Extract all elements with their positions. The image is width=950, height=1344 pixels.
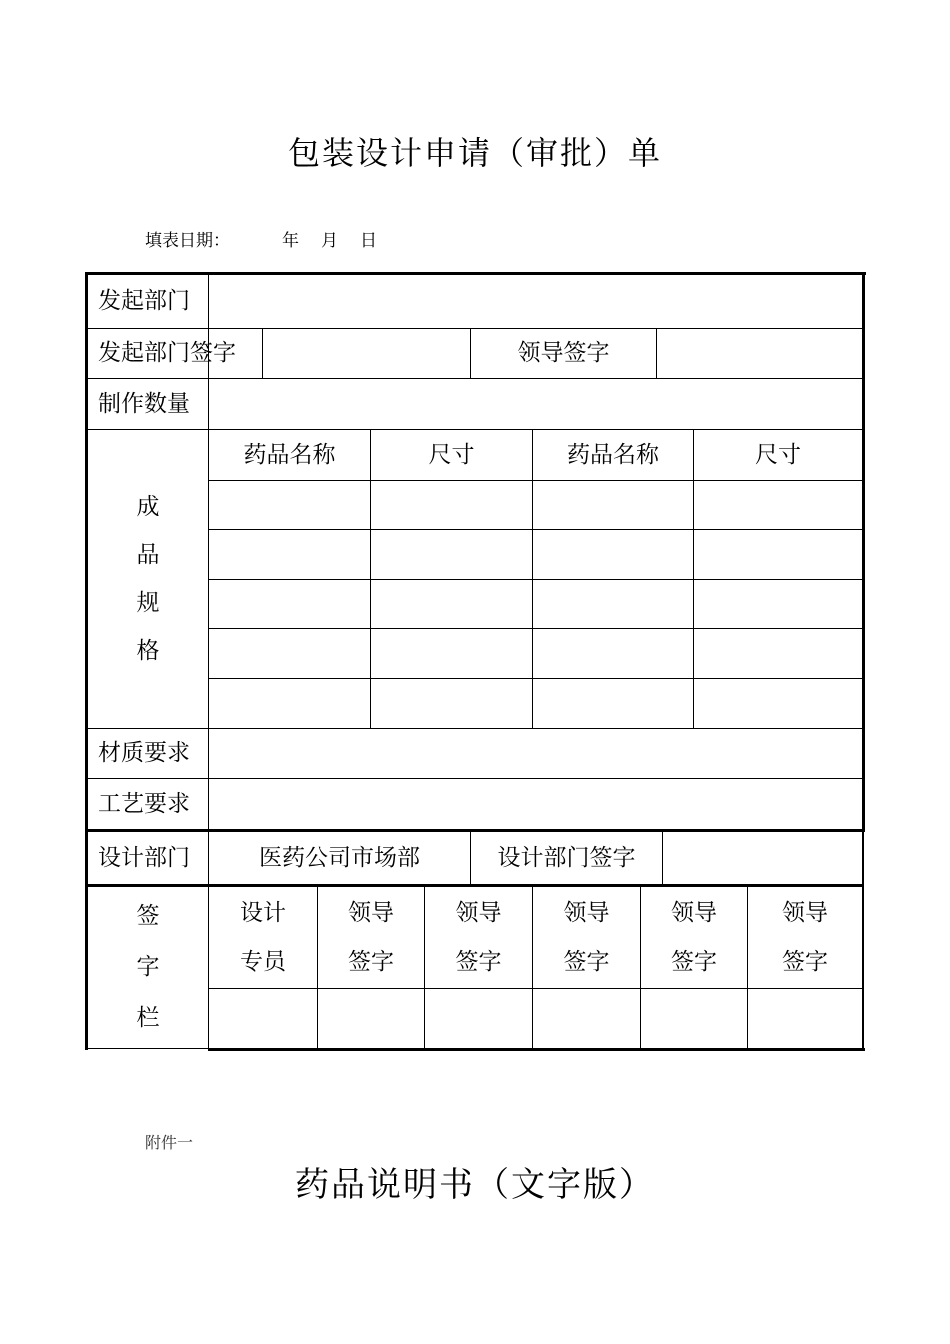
day-label: 日 [360,231,377,251]
initiating-dept-field[interactable] [209,275,862,328]
product-spec-label: 成 品 规 格 [136,493,160,664]
initiating-dept-label: 发起部门 [98,288,190,314]
production-qty-field[interactable] [209,379,862,429]
attachment-label: 附件一 [145,1133,194,1152]
design-dept-value: 医药公司市场部 [259,844,420,871]
section-title: 药品说明书（文字版） [295,1165,655,1205]
initiating-dept-sign-label: 发起部门签字 [98,340,236,366]
leader-sign-header: 领导 签字 [455,899,502,975]
page-title: 包装设计申请（审批）单 [287,134,662,172]
process-req-label: 工艺要求 [98,790,190,817]
fill-date-line [145,226,377,251]
material-req-field[interactable] [209,729,862,778]
frame-bottom-left [85,1048,209,1049]
spec-header-drug-name: 药品名称 [567,441,659,468]
leader-sign-header: 领导 签字 [782,899,828,975]
signature-column-label: 签 字 栏 [136,903,160,1031]
design-dept-label: 设计部门 [98,844,190,871]
process-req-field[interactable] [209,779,862,829]
month-label: 月 [321,231,338,251]
fill-date-label: 填表日期： [145,231,230,251]
leader-sign-header: 领导 签字 [671,899,717,975]
leader-sign-header: 领导 签字 [348,899,394,975]
design-dept-sign-label: 设计部门签字 [497,844,636,871]
material-req-label: 材质要求 [98,740,190,766]
production-qty-label: 制作数量 [98,390,190,417]
frame-right-lower [862,831,864,1051]
design-specialist-header: 设计 专员 [240,899,286,975]
spec-header-size: 尺寸 [428,441,475,468]
frame-right-upper [862,272,865,832]
spec-header-size: 尺寸 [755,441,801,468]
leader-sign-field[interactable] [657,329,862,378]
design-dept-sign-field[interactable] [663,832,862,884]
frame-bottom [208,1048,865,1051]
leader-sign-header: 领导 签字 [563,899,610,975]
leader-sign-label: 领导签字 [517,340,610,366]
spec-header-drug-name: 药品名称 [243,441,336,468]
year-label: 年 [282,231,299,251]
initiating-dept-sign-field[interactable] [263,329,470,378]
